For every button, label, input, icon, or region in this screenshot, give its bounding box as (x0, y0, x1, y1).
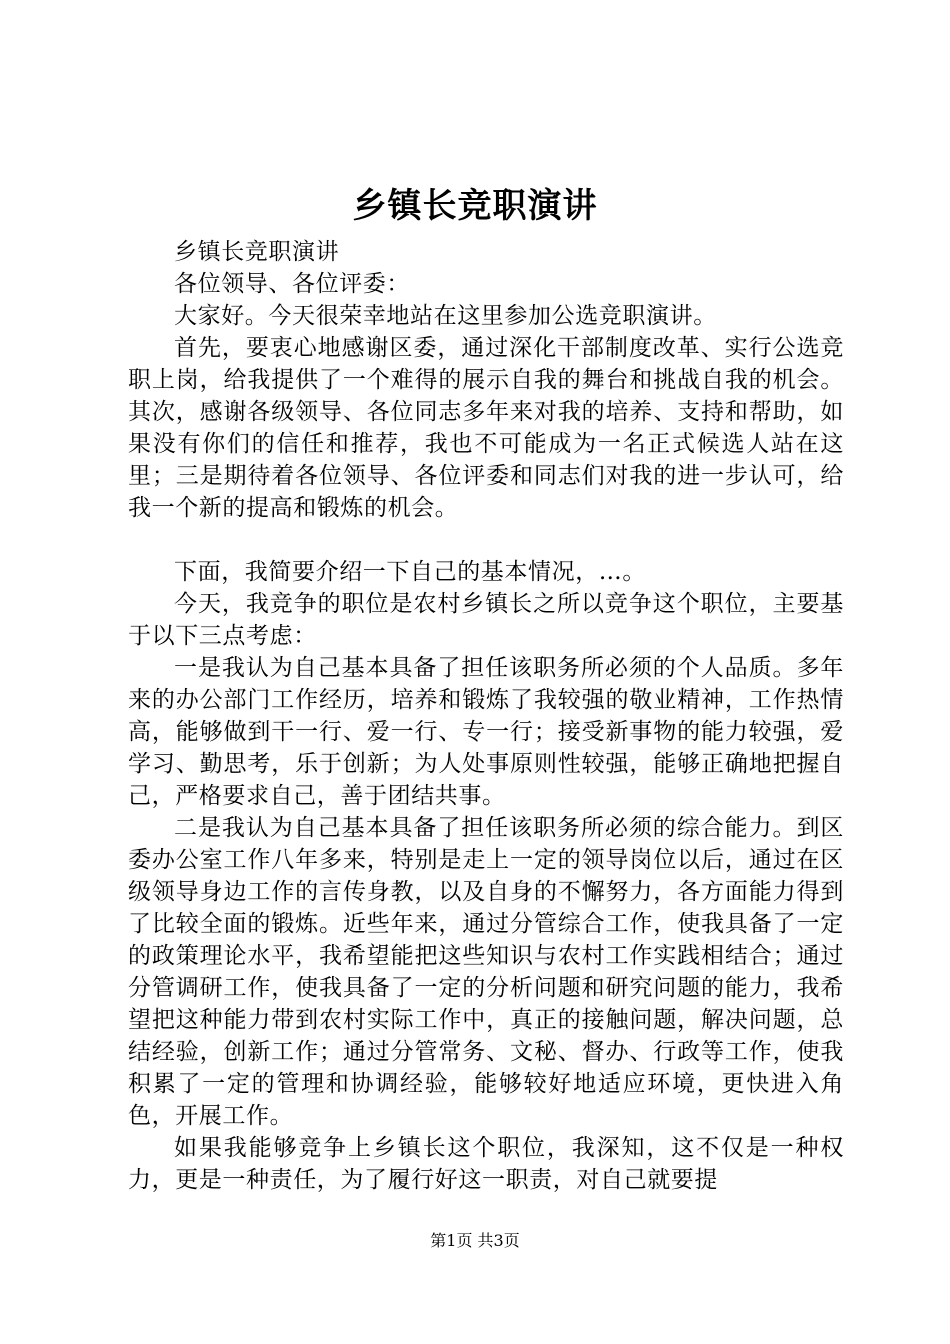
paragraph-thanks: 首先，要衷心地感谢区委，通过深化干部制度改革、实行公选竞职上岗，给我提供了一个难得的展示自我的舞台和挑战自我的机会。其次，感谢各级领导、各位同志多年来对我的培养、支持和帮助，如果没有你们的信任和推荐，我也不可能成为一名正式候选人站在这里；三是期待着各位领导、各位评委和同志们对我的进一步认可，给我一个新的提高和锻炼的机会。 (128, 335, 844, 521)
paragraph-greeting: 大家好。今天很荣幸地站在这里参加公选竞职演讲。 (174, 303, 717, 329)
document-title: 乡镇长竞职演讲 (352, 186, 598, 226)
page-number-footer: 第1页 共3页 (430, 1231, 520, 1250)
paragraph-point-two: 二是我认为自己基本具备了担任该职务所必须的综合能力。到区委办公室工作八年多来，特别是走上一定的领导岗位以后，通过在区级领导身边工作的言传身教，以及自身的不懈努力，各方面能力得到了比较全面的锻炼。近些年来，通过分管综合工作，使我具备了一定的政策理论水平，我希望能把这些知识与农村工作实践相结合；通过分管调研工作，使我具备了一定的分析问题和研究问题的能力，我希望把这种能力带到农村实际工作中，真正的接触问题，解决问题，总结经验，创新工作；通过分管常务、文秘、督办、行政等工作，使我积累了一定的管理和协调经验，能够较好地适应环境，更快进入角色，开展工作。 (128, 815, 844, 1129)
paragraph-intro: 下面，我简要介绍一下自己的基本情况，…。 (174, 559, 646, 585)
paragraph-heading: 乡镇长竞职演讲 (174, 239, 340, 265)
document-body (128, 236, 844, 1196)
paragraph-point-one: 一是我认为自己基本具备了担任该职务所必须的个人品质。多年来的办公部门工作经历，培养和锻炼了我较强的敬业精神，工作热情高，能够做到干一行、爱一行、专一行；接受新事物的能力较强，爱学习、勤思考，乐于创新；为人处事原则性较强，能够正确地把握自己，严格要求自己，善于团结共事。 (128, 655, 844, 809)
paragraph-salutation: 各位领导、各位评委： (174, 271, 410, 297)
paragraph-position: 今天，我竞争的职位是农村乡镇长之所以竞争这个职位，主要基于以下三点考虑： (128, 591, 844, 649)
paragraph-responsibility: 如果我能够竞争上乡镇长这个职位，我深知，这不仅是一种权力，更是一种责任，为了履行好这一职责，对自己就要提 (128, 1135, 844, 1193)
